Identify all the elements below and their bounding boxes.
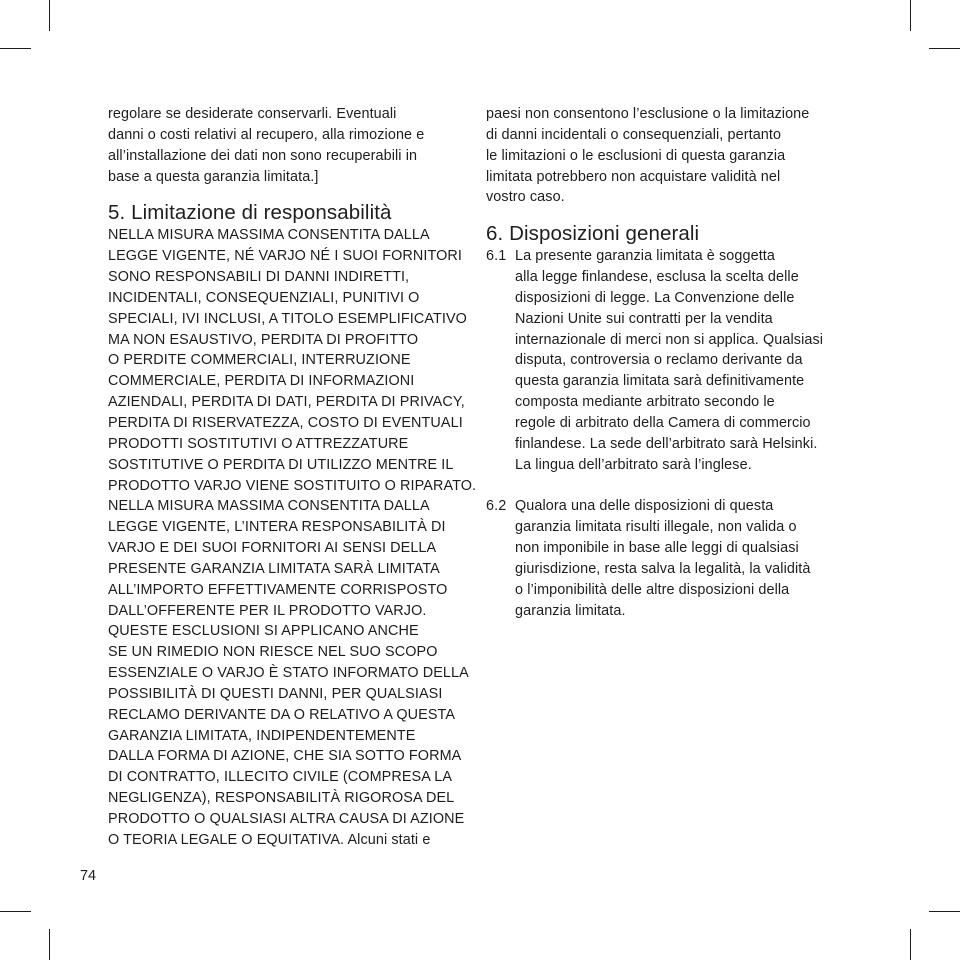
text-line: non imponibile in base alle leggi di qualsiasi [515, 540, 799, 557]
text-line: O PERDITE COMMERCIALI, INTERRUZIONE [108, 352, 411, 369]
text-line: Nazioni Unite sui contratti per la vendita [515, 310, 773, 327]
text-line: SPECIALI, IVI INCLUSI, A TITOLO ESEMPLIFICATIVO [108, 310, 467, 327]
crop-mark-bottom-right-horizontal [929, 911, 960, 912]
crop-mark-top-right-horizontal [929, 48, 960, 49]
text-line: SONO RESPONSABILI DI DANNI INDIRETTI, [108, 269, 410, 286]
crop-mark-top-right-vertical [910, 0, 911, 31]
text-line: MA NON ESAUSTIVO, PERDITA DI PROFITTO [108, 331, 419, 348]
intro-paragraph-left [108, 104, 468, 187]
text-line: PRODOTTI SOSTITUTIVI O ATTREZZATURE [108, 435, 409, 452]
crop-mark-top-left-vertical [49, 0, 50, 31]
text-line: le limitazioni o le esclusioni di questa garanzia [486, 147, 786, 164]
text-line: disposizioni di legge. La Convenzione delle [515, 289, 795, 306]
crop-mark-bottom-right-vertical [910, 929, 911, 960]
text-line: La lingua dell’arbitrato sarà l’inglese. [515, 456, 752, 473]
text-line: o l’imponibilità delle altre disposizioni della [515, 581, 790, 598]
text-line: ALL’IMPORTO EFFETTIVAMENTE CORRISPOSTO [108, 581, 448, 598]
text-line: PRODOTTO O QUALSIASI ALTRA CAUSA DI AZIONE [108, 811, 465, 827]
text-line: garanzia limitata. [515, 602, 626, 619]
section-5-body [108, 225, 477, 850]
text-line: disputa, controversia o reclamo derivante da [515, 352, 803, 369]
text-line: QUESTE ESCLUSIONI SI APPLICANO ANCHE [108, 623, 419, 640]
text-line: La presente garanzia limitata è soggetta [515, 248, 775, 265]
text-line: garanzia limitata risulti illegale, non valida o [515, 519, 797, 536]
text-line: NELLA MISURA MASSIMA CONSENTITA DALLA [108, 498, 430, 515]
clause-6-1 [486, 246, 846, 475]
text-line: LEGGE VIGENTE, L’INTERA RESPONSABILITÀ DI [108, 519, 446, 536]
clause-number: 6.2 [486, 498, 507, 515]
text-line: alla legge finlandese, esclusa la scelta delle [515, 269, 799, 286]
text-line: regole di arbitrato della Camera di commercio [515, 414, 811, 431]
text-line: SOSTITUTIVE O PERDITA DI UTILIZZO MENTRE IL [108, 456, 454, 473]
text-line: LEGGE VIGENTE, NÉ VARJO NÉ I SUOI FORNITORI [108, 248, 462, 265]
text-line: di danni incidentali o consequenziali, pertanto [486, 126, 782, 143]
text-line: DALL’OFFERENTE PER IL PRODOTTO VARJO. [108, 602, 427, 619]
crop-mark-bottom-left-horizontal [0, 911, 31, 912]
text-line: PRESENTE GARANZIA LIMITATA SARÀ LIMITATA [108, 560, 440, 577]
right-column [486, 104, 846, 621]
text-line: COMMERCIALE, PERDITA DI INFORMAZIONI [108, 373, 415, 390]
intro-paragraph-right [486, 104, 846, 208]
text-line: vostro caso. [486, 189, 565, 206]
text-line: giurisdizione, resta salva la legalità, la validità [515, 560, 811, 577]
clause-number: 6.1 [486, 248, 507, 265]
text-line: Qualora una delle disposizioni di questa [515, 498, 774, 515]
left-column [108, 104, 477, 851]
text-line: limitata potrebbero non acquistare validità nel [486, 168, 781, 185]
text-line: danni o costi relativi al recupero, alla rimozione e [108, 126, 425, 143]
text-line: AZIENDALI, PERDITA DI DATI, PERDITA DI PRIVACY, [108, 394, 465, 411]
text-line: all’installazione dei dati non sono recuperabili in [108, 147, 418, 164]
crop-mark-bottom-left-vertical [49, 929, 50, 960]
text-line: RECLAMO DERIVANTE DA O RELATIVO A QUESTA [108, 706, 456, 723]
clause-6-2 [486, 496, 846, 621]
text-line: PERDITA DI RISERVATEZZA, COSTO DI EVENTUALI [108, 414, 463, 431]
text-line: POSSIBILITÀ DI QUESTI DANNI, PER QUALSIASI [108, 685, 443, 702]
text-line: INCIDENTALI, CONSEQUENZIALI, PUNITIVI O [108, 289, 420, 306]
section-5-heading: 5. Limitazione di responsabilità [108, 201, 392, 225]
crop-mark-top-left-horizontal [0, 48, 31, 49]
text-line: finlandese. La sede dell’arbitrato sarà Helsinki. [515, 435, 818, 452]
text-line: NEGLIGENZA), RESPONSABILITÀ RIGOROSA DEL [108, 790, 455, 807]
text-line: DALLA FORMA DI AZIONE, CHE SIA SOTTO FORMA [108, 748, 462, 765]
section-6-heading: 6. Disposizioni generali [486, 222, 700, 246]
text-line: questa garanzia limitata sarà definitivamente [515, 373, 805, 390]
text-line: DI CONTRATTO, ILLECITO CIVILE (COMPRESA LA [108, 769, 453, 786]
text-line: GARANZIA LIMITATA, INDIPENDENTEMENTE [108, 727, 416, 744]
page-number: 74 [80, 868, 97, 884]
text-line: O TEORIA LEGALE O EQUITATIVA. Alcuni stati e [108, 831, 431, 848]
text-line: PRODOTTO VARJO VIENE SOSTITUITO O RIPARATO. [108, 477, 477, 494]
text-line: regolare se desiderate conservarli. Eventuali [108, 106, 397, 122]
text-line: ESSENZIALE O VARJO È STATO INFORMATO DELLA [108, 665, 469, 682]
text-line: internazionale di merci non si applica. Qualsiasi [515, 331, 824, 348]
text-line: VARJO E DEI SUOI FORNITORI AI SENSI DELLA [108, 540, 437, 557]
text-line: NELLA MISURA MASSIMA CONSENTITA DALLA [108, 227, 430, 244]
text-line: SE UN RIMEDIO NON RIESCE NEL SUO SCOPO [108, 644, 438, 661]
text-line: base a questa garanzia limitata.] [108, 168, 319, 185]
text-line: composta mediante arbitrato secondo le [515, 394, 775, 411]
text-line: paesi non consentono l’esclusione o la limitazione [486, 106, 810, 122]
